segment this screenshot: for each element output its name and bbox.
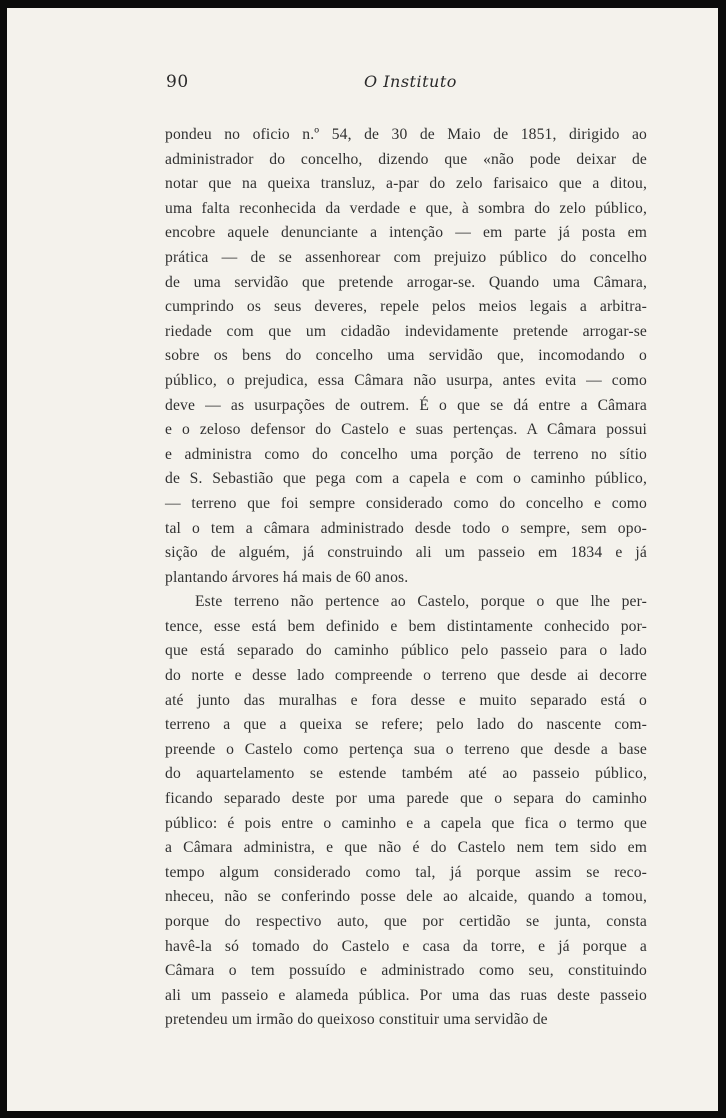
text-line: de uma servidão que pretende arrogar-se. Quando uma Câmara, bbox=[165, 273, 647, 291]
text-line: do aquartelamento se estende também até ao passeio público, bbox=[165, 765, 647, 783]
text-line: — terreno que foi sempre considerado como do concelho e como bbox=[165, 494, 647, 512]
text-line: a Câmara administra, e que não é do Castelo nem tem sido em bbox=[165, 839, 647, 857]
text-line: ficando separado deste por uma parede que o separa do caminho bbox=[165, 790, 647, 808]
text-line: ali um passeio e alameda pública. Por uma das ruas deste passeio bbox=[165, 986, 647, 1004]
text-line: de S. Sebastião que pega com a capela e com o caminho público, bbox=[165, 470, 647, 488]
text-line: prática — de se assenhorear com prejuizo público do concelho bbox=[165, 248, 647, 266]
text-line: preende o Castelo como pertença sua o terreno que desde a base bbox=[165, 740, 647, 758]
text-line: pondeu no oficio n.º 54, de 30 de Maio de 1851, dirigido ao bbox=[165, 126, 647, 143]
text-line: havê-la só tomado do Castelo e casa da torre, e já porque a bbox=[165, 937, 647, 955]
paragraph-2 bbox=[165, 590, 647, 1033]
text-line: riedade com que um cidadão indevidamente pretende arrogar-se bbox=[165, 322, 647, 340]
text-line: tence, esse está bem definido e bem distintamente conhecido por- bbox=[165, 617, 647, 635]
text-line: terreno a que a queixa se refere; pelo lado do nascente com- bbox=[165, 716, 647, 734]
journal-title: O Instituto bbox=[364, 72, 457, 91]
body-text bbox=[165, 123, 647, 1033]
text-line: tempo algum considerado como tal, já porque assim se reco- bbox=[165, 863, 647, 881]
text-line: plantando árvores há mais de 60 anos. bbox=[165, 568, 409, 586]
text-line: encobre aquele denunciante a intenção — em parte já posta em bbox=[165, 224, 647, 242]
text-line: nheceu, não se conferindo posse dele ao alcaide, quando a tomou, bbox=[165, 888, 647, 906]
book-page bbox=[7, 8, 718, 1111]
running-head bbox=[7, 72, 718, 98]
text-line: que está separado do caminho público pelo passeio para o lado bbox=[165, 642, 647, 660]
text-line: cumprindo os seus deveres, repele pelos meios legais a arbitra- bbox=[165, 298, 647, 316]
text-line: tal o tem a câmara administrado desde todo o sempre, sem opo- bbox=[165, 519, 647, 537]
text-line: e administra como do concelho uma porção de terreno no sítio bbox=[165, 445, 647, 463]
page-number: 90 bbox=[166, 72, 189, 92]
text-line: e o zeloso defensor do Castelo e suas pertenças. A Câmara possui bbox=[165, 421, 647, 439]
text-line: porque do respectivo auto, que por certidão se junta, consta bbox=[165, 913, 647, 930]
text-line: pretendeu um irmão do queixoso constituir uma servidão de bbox=[165, 1011, 548, 1029]
text-line: Este terreno não pertence ao Castelo, porque o que lhe per- bbox=[195, 593, 647, 611]
text-line: público: é pois entre o caminho e a capela que fica o termo que bbox=[165, 814, 647, 832]
text-line: público, o prejudica, essa Câmara não usurpa, antes evita — como bbox=[165, 371, 647, 389]
text-line: do norte e desse lado compreende o terreno que desde ai decorre bbox=[165, 667, 647, 685]
text-line: sição de alguém, já construindo ali um passeio em 1834 e já bbox=[165, 544, 647, 562]
text-line: administrador do concelho, dizendo que «não pode deixar de bbox=[165, 150, 647, 168]
paragraph-1 bbox=[165, 123, 647, 590]
text-line: sobre os bens do concelho uma servidão que, incomodando o bbox=[165, 347, 647, 365]
text-line: deve — as usurpações de outrem. É o que se dá entre a Câmara bbox=[165, 396, 647, 414]
text-line: até junto das muralhas e fora desse e muito separado está o bbox=[165, 691, 647, 709]
text-line: Câmara o tem possuído e administrado como seu, constituindo bbox=[165, 962, 647, 980]
text-line: notar que na queixa transluz, a-par do zelo farisaico que a ditou, bbox=[165, 175, 647, 193]
text-line: uma falta reconhecida da verdade e que, à sombra do zelo público, bbox=[165, 199, 647, 217]
